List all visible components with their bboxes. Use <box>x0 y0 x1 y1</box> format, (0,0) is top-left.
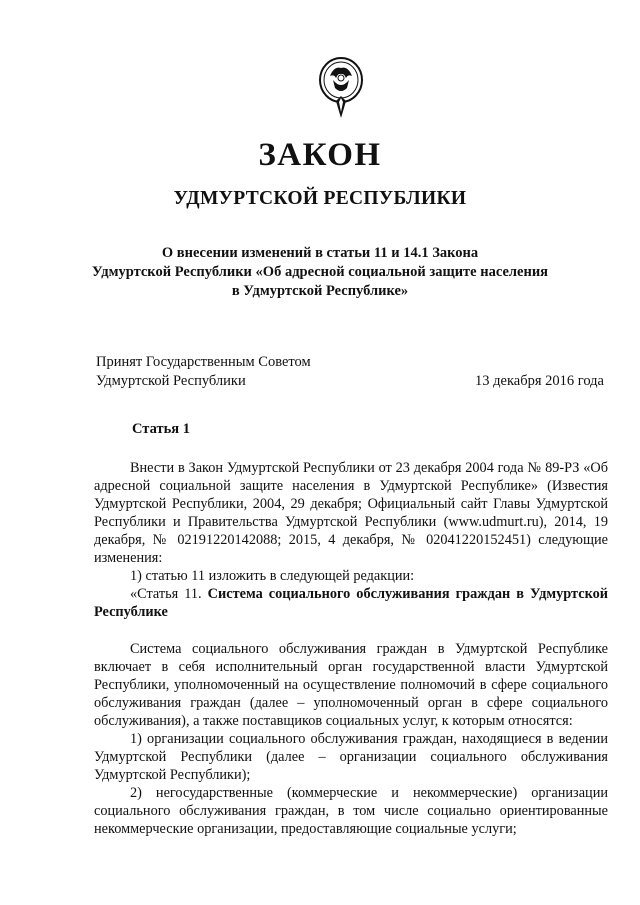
document-subtitle: УДМУРТСКОЙ РЕСПУБЛИКИ <box>173 188 467 209</box>
system-paragraph: Система социального обслуживания граждан в Удмуртской Республике включает в себя исполнительный орган государственной власти Удмуртской Республики, уполномоченный на осуществление полномочий в сфере социального обслуживания граждан (далее – уполномоченный орган в сфере социального обслуживания), а также поставщиков социальных услуг, к которым относятся: <box>94 641 608 729</box>
law-title-line: Удмуртской Республики «Об адресной социальной защите населения <box>91 264 549 280</box>
article-item: 1) статью 11 изложить в следующей редакции: <box>130 568 415 584</box>
article-body <box>94 459 608 838</box>
law-title <box>60 244 580 301</box>
adoption-statement <box>96 353 311 391</box>
law-title-line: в Удмуртской Республике» <box>231 283 409 299</box>
quote-title: Система социального обслуживания граждан в Удмуртской Республике <box>94 586 609 620</box>
udmurt-coat-of-arms-icon <box>318 56 364 120</box>
adoption-line: Принят Государственным Советом <box>96 354 311 370</box>
law-title-line: О внесении изменений в статьи 11 и 14.1 Закона <box>161 245 479 261</box>
subitem: 2) негосударственные (коммерческие и некоммерческие) организации социального обслуживания граждан, в том числе социально ориентированные некоммерческие организации, предоставляющие социальные услуги; <box>94 785 608 837</box>
subitem: 1) организации социального обслуживания граждан, находящиеся в ведении Удмуртской Республики (далее – организации социального обслуживания Удмуртской Республики); <box>94 731 608 783</box>
quote-prefix: «Статья 11. <box>130 586 202 602</box>
article-intro: Внести в Закон Удмуртской Республики от 23 декабря 2004 года № 89-РЗ «Об адресной социальной защите населения в Удмуртской Республике» (Известия Удмуртской Республики, 2004, 29 декабря; Официальный сайт Главы Удмуртской Республики и Правительства Удмуртской Республики (www.udmurt.ru), 2014, 19 декабря, № 02191220142088; 2015, 4 декабря, № 02041220152451) следующие изменения: <box>94 460 608 566</box>
adoption-date: 13 декабря 2016 года <box>475 373 604 389</box>
adoption-line: Удмуртской Республики <box>96 373 246 389</box>
article-heading: Статья 1 <box>132 421 190 437</box>
document-title: ЗАКОН <box>258 137 382 173</box>
quoted-article-heading <box>94 585 608 621</box>
